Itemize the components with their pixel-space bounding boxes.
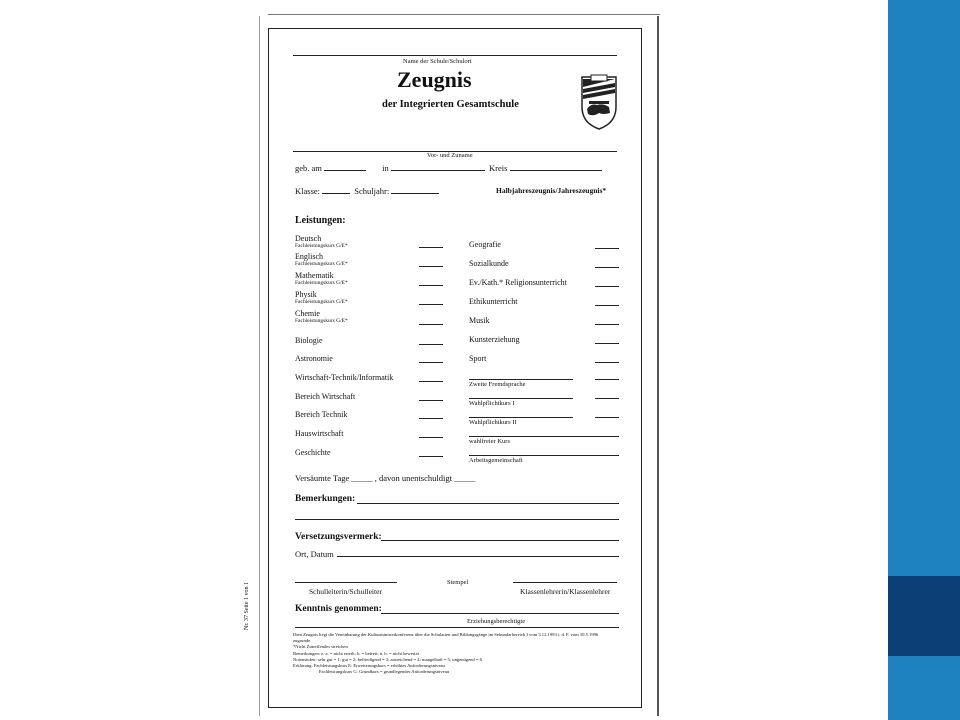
subject-hauswirtschaft: Hauswirtschaft [295,429,344,438]
class-label: Klasse: [295,186,321,196]
elective-line[interactable] [469,455,619,456]
grade-field[interactable] [595,324,619,325]
subject-wirtschaft-technik: Wirtschaft-Technik/Informatik [295,373,394,382]
class-teacher-caption: Klassenlehrerin/Klassenlehrer [520,587,611,596]
signature-line[interactable] [295,582,397,583]
missed-days: Versäumte Tage _____ , davon unentschuldigt _____ [295,473,476,483]
subject-geografie: Geografie [469,240,501,249]
grade-field[interactable] [419,437,443,438]
grades-heading: Leistungen: [295,215,346,226]
report-type: Halbjahreszeugnis/Jahreszeugnis* [496,186,607,195]
accent-bar-bottom [888,656,960,720]
document-title: Zeugnis [397,67,472,92]
grade-field[interactable] [419,456,443,457]
subject-deutsch: Deutsch Fachleistungskurs G/E* [295,234,348,249]
subject-chemie: Chemie Fachleistungskurs G/E* [295,309,348,324]
subject-bereich-technik: Bereich Technik [295,410,348,419]
elective-line[interactable] [469,417,573,418]
remarks-line[interactable] [357,503,619,504]
guardian-caption: Erziehungsberechtigte [467,618,526,625]
acknowledged-label: Kenntnis genommen: [295,604,382,614]
grade-field[interactable] [595,362,619,363]
subject-mathematik: Mathematik Fachleistungskurs G/E* [295,271,348,286]
subject-geschichte: Geschichte [295,448,331,457]
grade-field[interactable] [419,381,443,382]
subject-physik: Physik Fachleistungskurs G/E* [295,290,348,305]
grade-field[interactable] [419,362,443,363]
grade-field[interactable] [595,248,619,249]
report-card-document [268,28,642,708]
accent-bar [888,0,960,576]
scan-edge-top [268,14,660,15]
birth-place-field[interactable] [391,162,485,171]
elective-caption: Wahlpflichtkurs II [469,419,517,426]
guardian-signature-line[interactable] [381,613,619,614]
elective-line[interactable] [469,436,619,437]
school-name-caption: Name der Schule/Schulort [403,58,472,65]
subject-astronomie: Astronomie [295,354,333,363]
elective-caption: Arbeitsgemeinschaft [469,457,523,464]
school-name-line [293,55,617,56]
accent-bar-dark [888,576,960,656]
subject-sozialkunde: Sozialkunde [469,259,509,268]
signature-line[interactable] [513,582,617,583]
grade-field[interactable] [595,417,619,418]
grade-field[interactable] [419,324,443,325]
name-caption: Vor- und Zuname [427,152,473,159]
elective-caption: Zweite Fremdsprache [469,381,526,388]
footnote: Notenstufen: sehr gut = 1; gut = 2; befriedigend = 3; ausreichend = 4; mangelhaft = 5; ungenügend = 6 [293,656,482,662]
birth-place-label: in [382,163,389,173]
subject-sport: Sport [469,354,487,363]
elective-line[interactable] [469,379,573,380]
document-subtitle: der Integrierten Gesamtschule [382,99,519,110]
footnote: zugrunde. [293,638,312,644]
grade-field[interactable] [419,344,443,345]
elective-line[interactable] [469,398,573,399]
grade-field[interactable] [419,304,443,305]
remarks-label: Bemerkungen: [295,494,356,504]
side-note: Nr. 37 Seite 1 von 1 [244,582,250,630]
grade-field[interactable] [419,285,443,286]
grade-field[interactable] [595,343,619,344]
subject-musik: Musik [469,316,490,325]
grade-field[interactable] [595,305,619,306]
grade-field[interactable] [595,267,619,268]
place-date-line[interactable] [337,556,619,557]
grade-field[interactable] [419,418,443,419]
district-label: Kreis [489,163,508,173]
principal-caption: Schulleiterin/Schulleiter [309,587,382,596]
school-year-field[interactable] [391,185,439,194]
district-field[interactable] [510,162,602,171]
grade-field[interactable] [419,247,443,248]
promotion-line[interactable] [381,540,619,541]
elective-caption: Wahlpflichtkurs I [469,400,515,407]
footnote: Erklärung: Fachleistungskurs E: Erweiterungskurs = erhöhtes Anforderungsniveau [293,663,445,669]
footnote: *Nicht Zutreffendes streichen [293,644,348,650]
scan-edge-left [259,16,260,716]
scan-edge-right [657,16,659,716]
place-date-label: Ort, Datum [295,549,334,559]
class-field[interactable] [322,185,350,194]
grade-field[interactable] [419,400,443,401]
elective-caption: wahlfreier Kurs [469,438,510,445]
grade-field[interactable] [595,379,619,380]
coat-of-arms-icon [579,73,619,131]
birth-date-field[interactable] [324,162,366,171]
stamp-caption: Stempel [447,579,469,586]
grade-field[interactable] [595,286,619,287]
subject-ethik: Ethikunterricht [469,297,518,306]
footnotes [293,632,623,675]
divider [295,627,619,628]
promotion-label: Versetzungsvermerk: [295,532,382,542]
footnote: Fachleistungskurs G: Grundkurs = grundlegendes Anforderungsniveau [319,669,450,675]
school-year-label: Schuljahr: [354,186,390,196]
subject-biologie: Biologie [295,336,323,345]
birth-date-label: geb. am [295,163,322,173]
subject-bereich-wirtschaft: Bereich Wirtschaft [295,392,356,401]
subject-religion: Ev./Kath.* Religionsunterricht [469,278,567,287]
grade-field[interactable] [595,398,619,399]
subject-englisch: Englisch Fachleistungskurs G/E* [295,252,348,267]
grade-field[interactable] [419,266,443,267]
footnote: Dem Zeugnis liegt die Vereinbarung der Kultusministerkonferenz über die Schularten und Bildungsgänge im Sekundarbereich I vom 3.12.1993 i. d. F. vom 10.5.1996 [293,632,599,637]
remarks-line[interactable] [295,519,619,520]
footnote: Bemerkungen: e. a. = nicht erteilt; b. = befreit; n. b. = nicht bewertet [293,650,419,656]
subject-kunsterziehung: Kunsterziehung [469,335,520,344]
